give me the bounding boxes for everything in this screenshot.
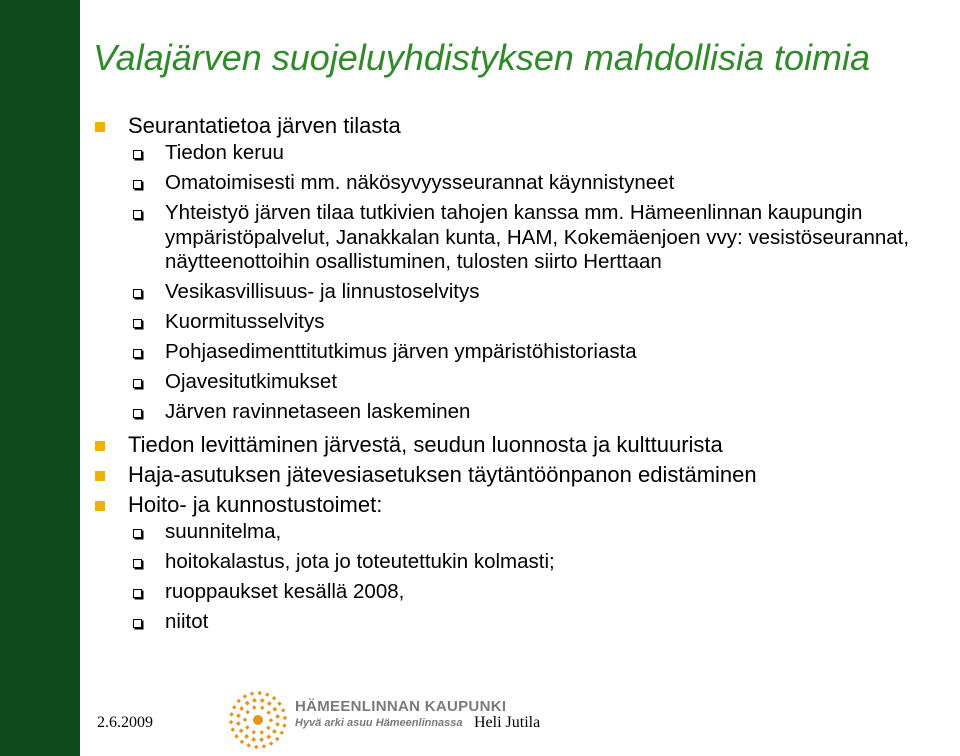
bullet-text: hoitokalastus, jota jo toteutettukin kolmasti; [165, 550, 555, 573]
square-bullet-icon [95, 441, 105, 451]
bullet-text: Hoito- ja kunnostustoimet: [128, 492, 383, 517]
bullet-item [88, 430, 948, 460]
bullet-text: Haja-asutuksen jätevesiasetuksen täytäntöönpanon edistäminen [128, 462, 757, 487]
sub-bullet-item [88, 171, 948, 196]
sub-bullet-item [88, 141, 948, 166]
checkbox-bullet-icon [133, 589, 142, 598]
square-bullet-icon [95, 122, 105, 132]
square-bullet-icon [95, 471, 105, 481]
checkbox-bullet-icon [133, 210, 142, 219]
sub-bullet-item [88, 201, 948, 275]
sub-bullet-item [88, 580, 948, 605]
bullet-item [88, 111, 948, 141]
footer-author: Heli Jutila [474, 714, 541, 731]
bullet-text: ruoppaukset kesällä 2008, [165, 580, 405, 603]
bullet-text: Tiedon keruu [165, 141, 284, 164]
sub-bullet-item [88, 370, 948, 395]
logo-slogan: Hyvä arki asuu Hämeenlinnassa [295, 717, 463, 729]
bullet-text: Pohjasedimenttitutkimus järven ympäristöhistoriasta [165, 340, 637, 363]
logo-wordmark: HÄMEENLINNAN KAUPUNKI [295, 698, 507, 715]
bullet-item [88, 490, 948, 520]
bullet-text: Seurantatietoa järven tilasta [128, 113, 401, 138]
slide-title: Valajärven suojeluyhdistyksen mahdollisia toimia [93, 37, 871, 78]
checkbox-bullet-icon [133, 349, 142, 358]
checkbox-bullet-icon [133, 409, 142, 418]
bullet-text: Yhteistyö järven tilaa tutkivien tahojen kanssa mm. Hämeenlinnan kaupungin ympäristöpalvelut, Janakkalan kunta, HAM, Kokemäenjoen vvy: vesistöseurannat, näytteenottoihin osallistuminen, tulosten siirto Herttaan [165, 201, 910, 273]
bullet-text: Vesikasvillisuus- ja linnustoselvitys [165, 280, 480, 303]
checkbox-bullet-icon [133, 529, 142, 538]
checkbox-bullet-icon [133, 379, 142, 388]
square-bullet-icon [95, 501, 105, 511]
checkbox-bullet-icon [133, 150, 142, 159]
sub-bullet-item [88, 550, 948, 575]
bullet-text: Järven ravinnetaseen laskeminen [165, 400, 471, 423]
left-accent-bar [0, 0, 80, 756]
checkbox-bullet-icon [133, 319, 142, 328]
bullet-text: Omatoimisesti mm. näkösyvyysseurannat käynnistyneet [165, 171, 675, 194]
sub-bullet-item [88, 610, 948, 635]
sun-emblem-icon [226, 688, 290, 752]
bullet-text: suunnitelma, [165, 520, 282, 543]
checkbox-bullet-icon [133, 619, 142, 628]
sub-bullet-item [88, 400, 948, 425]
sub-bullet-item [88, 340, 948, 365]
bullet-text: Kuormitusselvitys [165, 310, 325, 333]
bullet-list [88, 111, 948, 640]
bullet-text: Ojavesitutkimukset [165, 370, 338, 393]
footer-date: 2.6.2009 [97, 714, 153, 731]
checkbox-bullet-icon [133, 289, 142, 298]
bullet-item [88, 460, 948, 490]
sub-bullet-item [88, 310, 948, 335]
sub-bullet-item [88, 280, 948, 305]
bullet-text: niitot [165, 610, 209, 633]
bullet-text: Tiedon levittäminen järvestä, seudun luonnosta ja kulttuurista [128, 432, 723, 457]
checkbox-bullet-icon [133, 180, 142, 189]
checkbox-bullet-icon [133, 559, 142, 568]
sub-bullet-item [88, 520, 948, 545]
